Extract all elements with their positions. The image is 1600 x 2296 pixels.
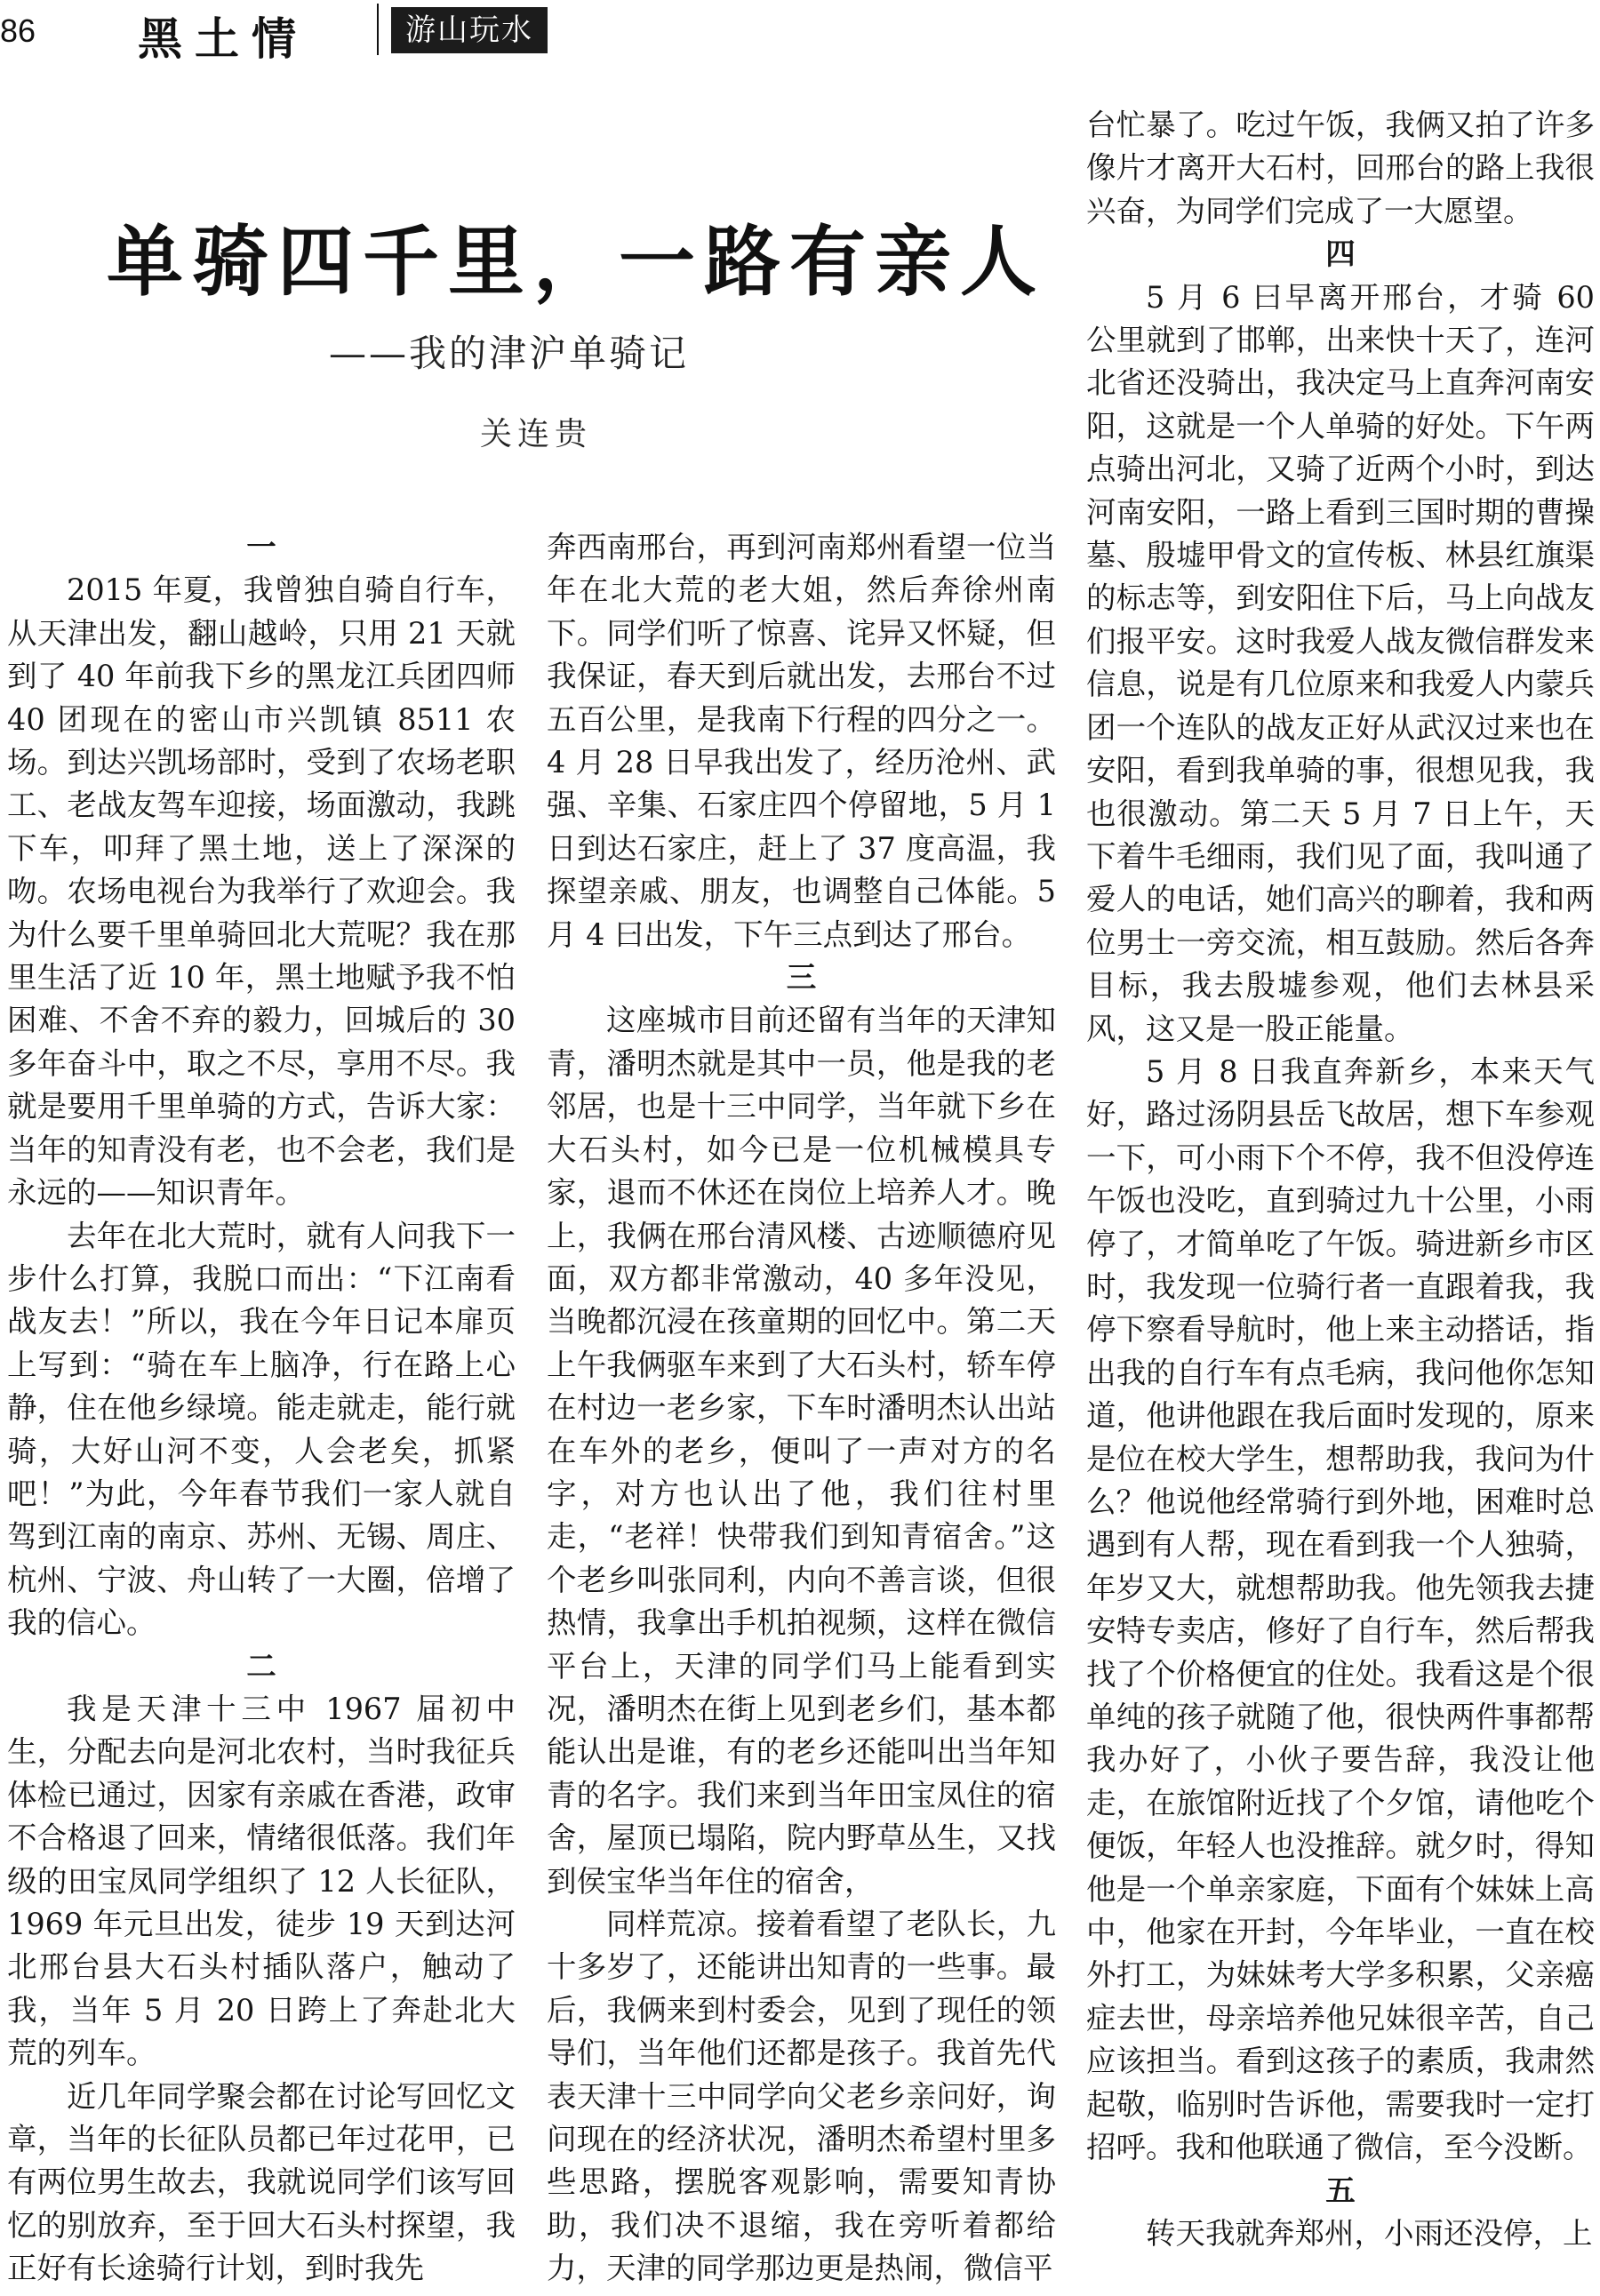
paragraph: 奔西南邢台，再到河南郑州看望一位当年在北大荒的老大姐，然后奔徐州南下。同学们听了惊喜、诧异又怀疑，但我保证，春天到后就出发，去邢台不过五百公里，是我南下行程的四分之一。4 月 28 日早我出发了，经历沧州、武强、辛集、石家庄四个停留地，5 月 1 日到达石家庄，赶上了 37 度高温，我探望亲戚、朋友，也调整自己体能。5 月 4 曰出发，下午三点到达了邢台。 <box>547 530 1056 952</box>
paragraph: 这座城市目前还留有当年的天津知青，潘明杰就是其中一员，他是我的老邻居，也是十三中同学，当年就下乡在大石头村，如今已是一位机械模具专家，退而不休还在岗位上培养人才。晚上，我俩在邢台清风楼、古迹顺德府见面，双方都非常激动，40 多年没见，当晚都沉浸在孩童期的回忆中。第二天上午我俩驱车来到了大石头村，轿车停在村边一老乡家，下车时潘明杰认出站在车外的老乡，便叫了一声对方的名字，对方也认出了他，我们往村里走，“老祥！快带我们到知青宿舍。”这个老乡叫张同利，内向不善言谈，但很热情，我拿出手机拍视频，这样在微信平台上，天津的同学们马上能看到实况，潘明杰在街上见到老乡们，基本都能认出是谁，有的老乡还能叫出当年知青的名字。我们来到当年田宝凤住的宿舍，屋顶已塌陷，院内野草丛生，又找到侯宝华当年住的宿舍， <box>547 1003 1056 1899</box>
section-heading: 五 <box>1325 2172 1356 2208</box>
paragraph: 我是天津十三中 1967 届初中生，分配去向是河北农村，当时我征兵体检已通过，因家有亲戚在香港，政审不合格退了回来，情绪很低落。我们年级的田宝凤同学组织了 12 人长征队，1969 年元旦出发，徒步 19 天到达河北邢台县大石头村插队落户，触动了我，当年 5 月 20 日跨上了奔赴北大荒的列车。 <box>7 1691 516 2071</box>
paragraph: 去年在北大荒时，就有人问我下一步什么打算，我脱口而出：“下江南看战友去！”所以，我在今年日记本扉页上写到：“骑在车上脑净，行在路上心静，住在他乡绿境。能走就走，能行就骑，大好山河不变，人会老矣，抓紧吧！”为此，今年春节我们一家人就自驾到江南的南京、苏州、无锡、周庄、杭州、宁波、舟山转了一大圈，倍增了我的信心。 <box>7 1218 516 1641</box>
paragraph: 同样荒凉。接着看望了老队长，九十多岁了，还能讲出知青的一些事。最后，我俩来到村委会，见到了现任的领导们，当年他们还都是孩子。我首先代表天津十三中同学向父老乡亲问好，询问现在的经济状况，潘明杰希望村里多些思路，摆脱客观影响，需要知青协助，我们决不退缩，我在旁听着都给力，天津的同学那边更是热闹，微信平 <box>547 1907 1056 2286</box>
text-column-1 <box>7 526 516 2291</box>
text-column-3 <box>1086 104 1595 2255</box>
article-author: 关连贵 <box>480 416 593 452</box>
section-heading: 一 <box>246 530 276 564</box>
article-subtitle: ——我的津沪单骑记 <box>329 332 690 375</box>
page-header <box>0 0 1600 65</box>
paragraph: 近几年同学聚会都在讨论写回忆文章，当年的长征队员都已年过花甲，已有两位男生故去，我就说同学们该写回忆的别放弃，至于回大石头村探望，我正好有长途骑行计划，到时我先 <box>7 2078 516 2286</box>
text-column-2 <box>547 526 1056 2291</box>
paragraph: 5 月 8 日我直奔新乡，本来天气好，路过汤阴县岳飞故居，想下车参观一下，可小雨下个不停，我不但没停连午饭也没吃，直到骑过九十公里，小雨停了，才简单吃了午饭。骑进新乡市区时，我发现一位骑行者一直跟着我，我停下察看导航时，他上来主动搭话，指出我的自行车有点毛病，我问他你怎知道，他讲他跟在我后面时发现的，原来是位在校大学生，想帮助我，我问为什么？他说他经常骑行到外地，困难时总遇到有人帮，现在看到我一个人独骑，年岁又大，就想帮助我。他先领我去捷安特专卖店，修好了自行车，然后帮我找了个价格便宜的住处。我看这是个很单纯的孩子就随了他，很快两件事都帮我办好了，小伙子要告辞，我没让他走，在旅馆附近找了个夕馆，请他吃个便饭，年轻人也没推辞。就夕时，得知他是一个单亲家庭，下面有个妹妹上高中，他家在开封，今年毕业，一直在校外打工，为妹妹考大学多积累，父亲癌症去世，母亲培养他兄妹很辛苦，自己应该担当。看到这孩子的素质，我肃然起敬，临别时告诉他，需要我时一定打招呼。我和他联通了微信，至今没断。 <box>1086 1053 1595 2165</box>
section-heading: 四 <box>1325 236 1356 272</box>
paragraph: 2015 年夏，我曾独自骑自行车，从天津出发，翻山越岭，只用 21 天就到了 40 年前我下乡的黑龙江兵团四师 40 团现在的密山市兴凯镇 8511 农场。到达兴凯场部时，受到了农场老职工、老战友驾车迎接，场面激动，我跳下车，叩拜了黑土地，送上了深深的吻。农场电视台为我举行了欢迎会。我为什么要千里单骑回北大荒呢？我在那里生活了近 10 年，黑土地赋予我不怕困难、不舍不弃的毅力，回城后的 30 多年奋斗中，取之不尽，享用不尽。我就是要用千里单骑的方式，告诉大家：当年的知青没有老，也不会老，我们是永远的——知识青年。 <box>7 572 516 1211</box>
section-heading: 二 <box>246 1648 276 1684</box>
page-number: 86 <box>0 12 36 49</box>
magazine-name: 黑土情 <box>138 12 308 65</box>
section-heading: 三 <box>786 960 817 996</box>
header-divider <box>377 4 379 55</box>
paragraph: 台忙暴了。吃过午饭，我俩又拍了许多像片才离开大石村，回邢台的路上我很兴奋，为同学们完成了一大愿望。 <box>1086 108 1595 228</box>
paragraph: 转天我就奔郑州，小雨还没停，上 <box>1146 2215 1593 2251</box>
article-title: 单骑四千里，一路有亲人 <box>107 218 1045 307</box>
paragraph: 5 月 6 曰早离开邢台，才骑 60 公里就到了邯郸，出来快十天了，连河北省还没骑出，我决定马上直奔河南安阳，这就是一个人单骑的好处。下午两点骑出河北，又骑了近两个小时，到达河南安阳，一路上看到三国时期的曹操墓、殷墟甲骨文的宣传板、林县红旗渠的标志等，到安阳住下后，马上向战友们报平安。这时我爱人战友微信群发来信息，说是有几位原来和我爱人内蒙兵团一个连队的战友正好从武汉过来也在安阳，看到我单骑的事，很想见我，我也很激动。第二天 5 月 7 日上午，天下着牛毛细雨，我们见了面，我叫通了爱人的电话，她们高兴的聊着，我和两位男士一旁交流，相互鼓励。然后各奔目标，我去殷墟参观，他们去林县采风，这又是一股正能量。 <box>1086 279 1595 1046</box>
section-tag: 游山玩水 <box>391 7 548 53</box>
